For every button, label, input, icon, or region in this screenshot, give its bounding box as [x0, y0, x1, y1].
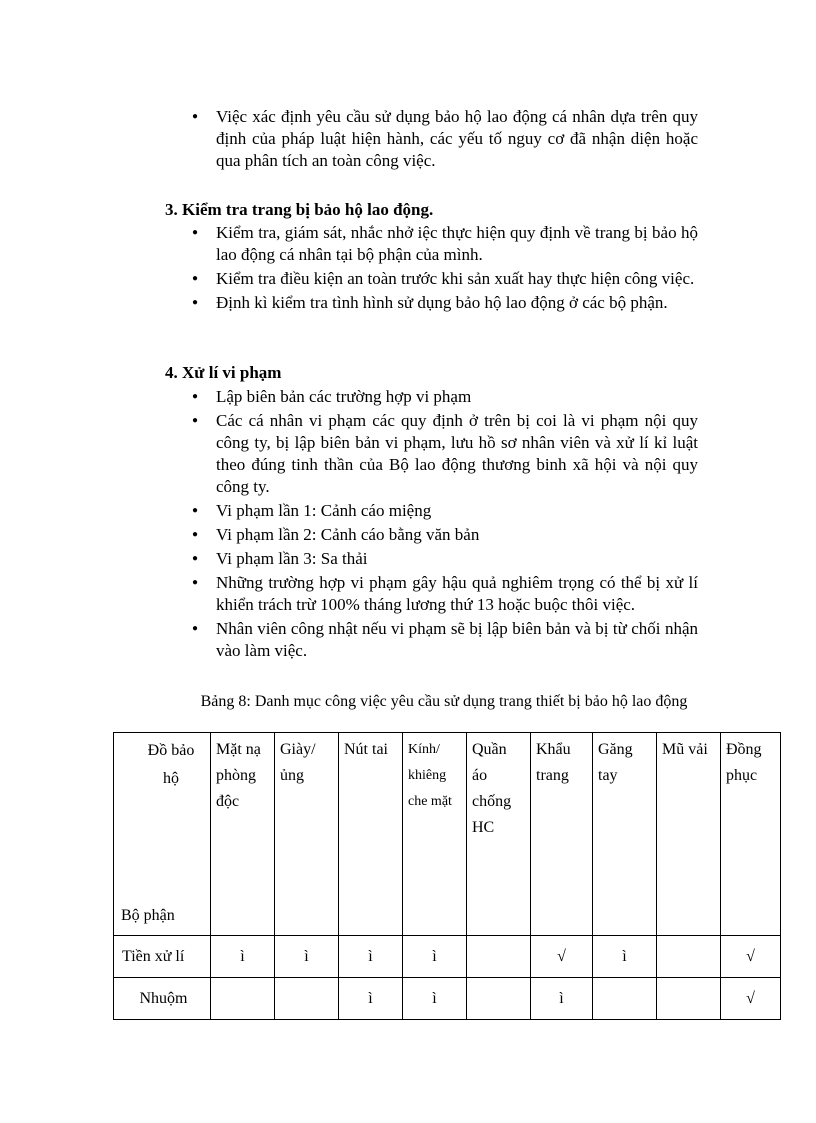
- section-4-bullet-7: ● Nhân viên công nhật nếu vi phạm sẽ bị lập biên bản và bị từ chối nhận vào làm việc.: [190, 618, 698, 662]
- table-cell: √: [721, 978, 781, 1020]
- table-cell: [275, 978, 339, 1020]
- section-4-bullet-1: ● Lập biên bản các trường hợp vi phạm: [190, 386, 698, 408]
- table-row: [114, 978, 781, 1020]
- column-header: Giày/ ủng: [275, 733, 339, 936]
- table-corner-cell: [114, 733, 211, 936]
- table-cell: [467, 936, 531, 978]
- column-header: Kính/ khiêng che mặt: [403, 733, 467, 936]
- column-header: Găng tay: [593, 733, 657, 936]
- table-cell: ì: [339, 936, 403, 978]
- table-cell: ì: [339, 978, 403, 1020]
- column-header: Đồng phục: [721, 733, 781, 936]
- section-4-bullet-6: ● Những trường hợp vi phạm gây hậu quả nghiêm trọng có thể bị xử lí khiển trách trừ 100% tháng lương thứ 13 hoặc buộc thôi việc.: [190, 572, 698, 616]
- table-cell: ì: [211, 936, 275, 978]
- table-cell: [211, 978, 275, 1020]
- section-3-bullet-1: ● Kiểm tra, giám sát, nhắc nhở iệc thực hiện quy định về trang bị bảo hộ lao động cá nhân tại bộ phận của mình.: [190, 222, 698, 266]
- table-row: [114, 936, 781, 978]
- column-header: Khẩu trang: [531, 733, 593, 936]
- column-header: Mũ vải: [657, 733, 721, 936]
- table-cell: ì: [531, 978, 593, 1020]
- column-header: Mặt nạ phòng độc: [211, 733, 275, 936]
- table-cell: ì: [275, 936, 339, 978]
- section-4-bullet-3: ● Vi phạm lần 1: Cảnh cáo miệng: [190, 500, 698, 522]
- section-3-heading: 3. Kiểm tra trang bị bảo hộ lao động.: [165, 200, 434, 219]
- corner-equipment-label: Đồ bảo hộ: [147, 742, 195, 787]
- section-4-bullet-2: ● Các cá nhân vi phạm các quy định ở trên bị coi là vi phạm nội quy công ty, bị lập biên bản vi phạm, lưu hồ sơ nhân viên và xử lí kỉ luật theo đúng tinh thần của Bộ lao động thương binh xã hội và nội quy công ty.: [190, 410, 698, 498]
- section-3-bullet-2: ● Kiểm tra điều kiện an toàn trước khi sản xuất hay thực hiện công việc.: [190, 268, 698, 290]
- intro-bullet-list: [190, 106, 698, 174]
- table-caption: Bảng 8: Danh mục công việc yêu cầu sử dụng trang thiết bị bảo hộ lao động: [200, 693, 688, 710]
- section-3-bullet-3: ● Định kì kiểm tra tình hình sử dụng bảo hộ lao động ở các bộ phận.: [190, 292, 698, 314]
- table-cell: ì: [403, 978, 467, 1020]
- table-cell: [657, 936, 721, 978]
- table-header-row: [114, 733, 781, 936]
- table-cell: [593, 978, 657, 1020]
- section-4-bullet-list: [190, 386, 698, 664]
- column-header: Nút tai: [339, 733, 403, 936]
- table-cell: √: [721, 936, 781, 978]
- protective-equipment-table: [113, 732, 781, 1020]
- corner-department-label: Bộ phận: [121, 907, 175, 924]
- table-cell: [467, 978, 531, 1020]
- row-label: Tiền xử lí: [114, 936, 211, 978]
- row-label: Nhuộm: [114, 978, 211, 1020]
- section-4-bullet-4: ● Vi phạm lần 2: Cảnh cáo bằng văn bản: [190, 524, 698, 546]
- intro-bullet-1: ● Việc xác định yêu cầu sử dụng bảo hộ lao động cá nhân dựa trên quy định của pháp luật hiện hành, các yếu tố nguy cơ đã nhận diện hoặc qua phân tích an toàn công việc.: [190, 106, 698, 172]
- column-header: Quần áo chống HC: [467, 733, 531, 936]
- section-3-bullet-list: [190, 222, 698, 316]
- section-4-bullet-5: ● Vi phạm lần 3: Sa thải: [190, 548, 698, 570]
- table-cell: √: [531, 936, 593, 978]
- table-cell: ì: [593, 936, 657, 978]
- table-cell: ì: [403, 936, 467, 978]
- table-cell: [657, 978, 721, 1020]
- section-4-heading: 4. Xử lí vi phạm: [165, 363, 282, 382]
